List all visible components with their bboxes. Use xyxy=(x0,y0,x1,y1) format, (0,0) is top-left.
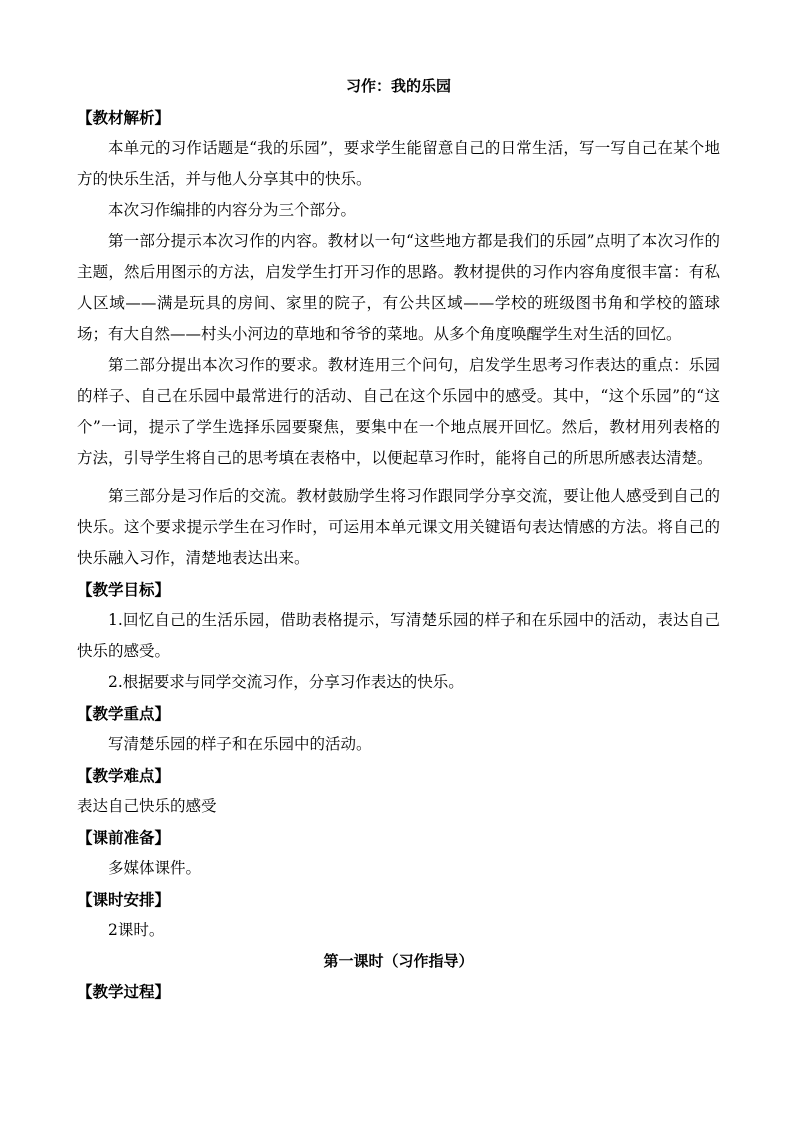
analysis-paragraph-4: 第二部分提出本次习作的要求。教材连用三个问句，启发学生思考习作表达的重点：乐园的样子、自己在乐园中最常进行的活动、自己在这个乐园中的感受。其中，“这个乐园”的“这个”一词，提示了学生选择乐园要聚焦，要集中在一个地点展开回忆。然后，教材用列表格的方法，引导学生将自己的思考填在表格中，以便起草习作时，能将自己的所思所感表达清楚。 xyxy=(77,356,720,467)
section-heading-preparation: 【课前准备】 xyxy=(77,828,171,847)
difficulties-paragraph: 表达自己快乐的感受 xyxy=(77,797,217,815)
key-points-paragraph: 写清楚乐园的样子和在乐园中的活动。 xyxy=(108,735,372,753)
goals-paragraph-1: 1.回忆自己的生活乐园，借助表格提示，写清楚乐园的样子和在乐园中的活动，表达自己快乐的感受。 xyxy=(77,611,720,660)
lesson-title: 第一课时（习作指导） xyxy=(323,952,474,970)
section-heading-process: 【教学过程】 xyxy=(77,982,171,1001)
preparation-paragraph: 多媒体课件。 xyxy=(108,859,202,877)
document-page xyxy=(77,70,720,1007)
goals-paragraph-2: 2.根据要求与同学交流习作，分享习作表达的快乐。 xyxy=(108,673,464,691)
analysis-paragraph-2: 本次习作编排的内容分为三个部分。 xyxy=(108,201,357,219)
section-heading-difficulties: 【教学难点】 xyxy=(77,766,171,785)
document-title: 习作：我的乐园 xyxy=(345,77,451,95)
section-heading-goals: 【教学目标】 xyxy=(77,580,171,599)
schedule-paragraph: 2课时。 xyxy=(108,921,165,939)
analysis-paragraph-1: 本单元的习作话题是“我的乐园”，要求学生能留意自己的日常生活，写一写自己在某个地方的快乐生活，并与他人分享其中的快乐。 xyxy=(77,139,720,188)
analysis-paragraph-3: 第一部分提示本次习作的内容。教材以一句“这些地方都是我们的乐园”点明了本次习作的主题，然后用图示的方法，启发学生打开习作的思路。教材提供的习作内容角度很丰富：有私人区域——满是玩具的房间、家里的院子，有公共区域——学校的班级图书角和学校的篮球场；有大自然——村头小河边的草地和爷爷的菜地。从多个角度唤醒学生对生活的回忆。 xyxy=(77,232,720,343)
section-heading-key-points: 【教学重点】 xyxy=(77,704,171,723)
section-heading-schedule: 【课时安排】 xyxy=(77,890,171,909)
analysis-paragraph-5: 第三部分是习作后的交流。教材鼓励学生将习作跟同学分享交流，要让他人感受到自己的快乐。这个要求提示学生在习作时，可运用本单元课文用关键语句表达情感的方法。将自己的快乐融入习作，清楚地表达出来。 xyxy=(77,487,720,567)
paragraph-gap xyxy=(77,474,720,481)
section-heading-analysis: 【教材解析】 xyxy=(77,108,171,127)
